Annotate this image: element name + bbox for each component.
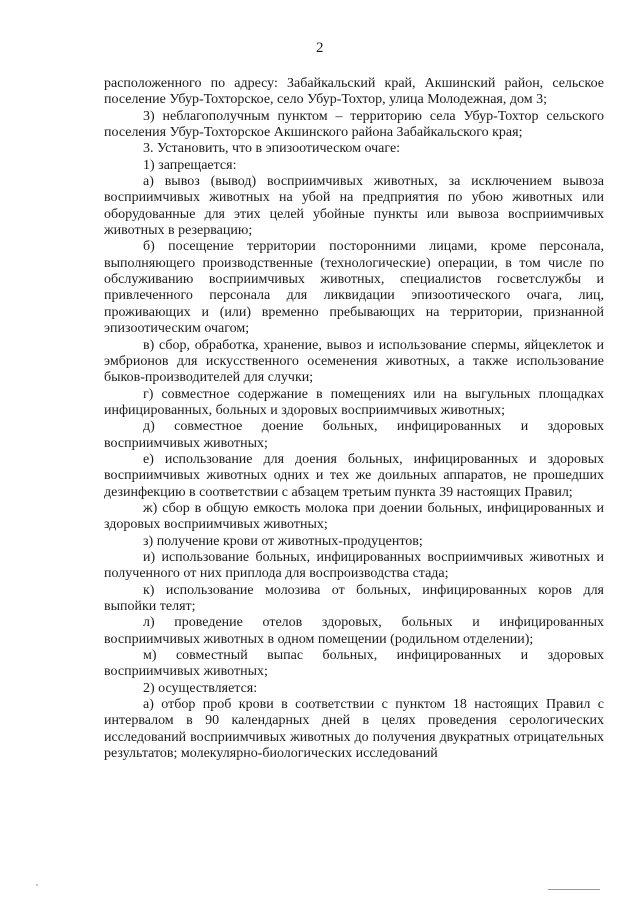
scan-artifact-dot — [36, 884, 38, 886]
paragraph-prohibited-heading: 1) запрещается: — [143, 157, 237, 173]
paragraph-item-l-calving: л) проведение отелов здоровых, больных и инфицированных восприимчивых животных в одном помещении (родильном отделении); — [104, 615, 604, 647]
paragraph-item-m-grazing: м) совместный выпас больных, инфицированных и здоровых восприимчивых животных; — [104, 648, 604, 680]
paragraph-item-i-reproduction: и) использование больных, инфицированных восприимчивых животных и полученного от них приплода для воспроизводства стада; — [104, 549, 604, 582]
paragraph-section-3-heading: 3. Установить, что в эпизоотическом очаге: — [143, 141, 401, 157]
paragraph-item-g-joint-keeping: г) совместное содержание в помещениях или на выгульных площадках инфицированных, больных и здоровых восприимчивых животных; — [104, 386, 604, 418]
scan-artifact-line — [548, 889, 600, 890]
paragraph-item-a-blood-sampling: а) отбор проб крови в соответствии с пунктом 18 настоящих Правил с интервалом в 90 календарных дней в целях проведения серологических исследований восприимчивых животных до получения двукратных отрицательных результатов; молекулярно-биологических исследований — [104, 697, 604, 762]
paragraph-item-z-blood: з) получение крови от животных-продуцентов; — [143, 533, 423, 549]
document-body — [104, 76, 604, 762]
paragraph-item-k-colostrum: к) использование молозива от больных, инфицированных коров для выпойки телят; — [104, 582, 604, 614]
paragraph-item-d-joint-milking: д) совместное доение больных, инфицированных и здоровых восприимчивых животных; — [104, 419, 604, 451]
page-number: 2 — [316, 40, 324, 56]
paragraph-item-e-milking-machines: е) использование для доения больных, инфицированных и здоровых восприимчивых животных одних и тех же доильных аппаратов, не прошедших дезинфекцию в соответствии с абзацем третьим пункта 39 настоящих Правил; — [104, 451, 604, 500]
paragraph-item-b-visits: б) посещение территории посторонними лицами, кроме персонала, выполняющего производственные (технологические) операции, в том числе по обслуживанию восприимчивых животных, специалистов госветслужбы и привлеченного персонала для ликвидации эпизоотического очага, лиц, проживающих и (или) временно пребывающих на территории, признанной эпизоотическим очагом; — [104, 239, 604, 337]
paragraph-item-a-export: а) вывоз (вывод) восприимчивых животных, за исключением вывоза восприимчивых животных на убой на предприятия по убою животных или оборудованные для этих целей убойные пункты или вывоза восприимчивых животных в резервацию; — [104, 174, 604, 239]
paragraph-item-zh-milk-collection: ж) сбор в общую емкость молока при доении больных, инфицированных и здоровых восприимчивых животных; — [104, 500, 604, 533]
paragraph-address-continuation: расположенного по адресу: Забайкальский край, Акшинский район, сельское поселение Убур-Тохторское, село Убур-Тохтор, улица Молодежная, дом 3; — [104, 76, 604, 108]
paragraph-item-v-sperm: в) сбор, обработка, хранение, вывоз и использование спермы, яйцеклеток и эмбрионов для искусственного осеменения животных, а также использование быков-производителей для случки; — [104, 337, 604, 386]
paragraph-performed-heading: 2) осуществляется: — [143, 680, 258, 696]
paragraph-unfavorable-point: 3) неблагополучным пунктом – территорию села Убур-Тохтор сельского поселения Убур-Тохторское Акшинского района Забайкальского края; — [104, 108, 604, 141]
